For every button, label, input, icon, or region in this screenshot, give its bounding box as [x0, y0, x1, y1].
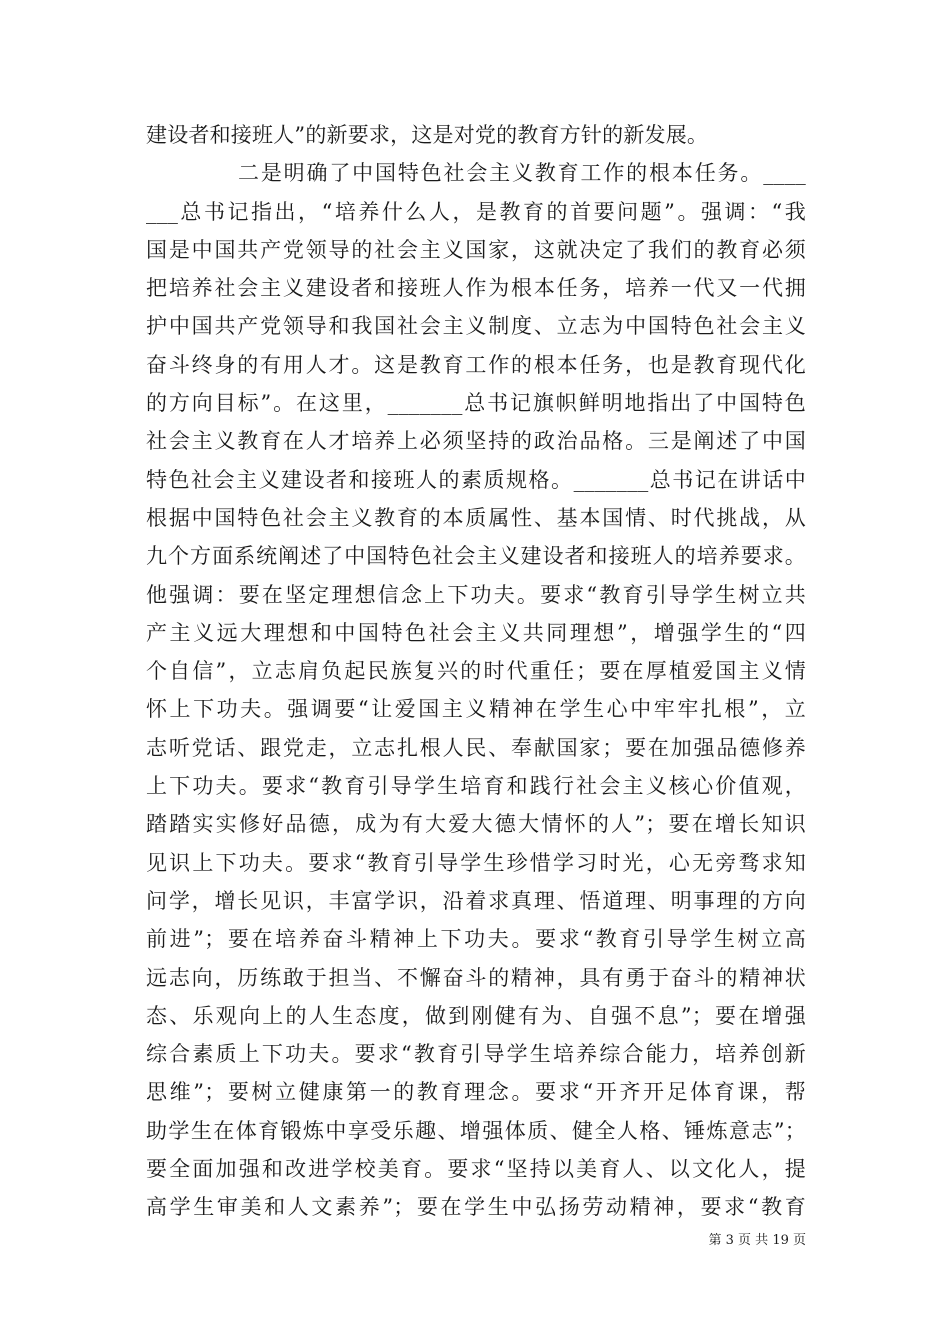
text-line: 护中国共产党领导和我国社会主义制度、立志为中国特色社会主义 — [146, 314, 806, 339]
text-line: 问学，增长见识，丰富学识，沿着求真理、悟道理、明事理的方向 — [146, 888, 806, 913]
body-text — [146, 116, 806, 1227]
text-line: 高学生审美和人文素养”；要在学生中弘扬劳动精神，要求“教育 — [146, 1195, 806, 1220]
text-line: 九个方面系统阐述了中国特色社会主义建设者和接班人的培养要求。 — [146, 544, 806, 569]
text-line: 上下功夫。要求“教育引导学生培育和践行社会主义核心价值观， — [146, 774, 806, 799]
text-line: 思维”；要树立健康第一的教育理念。要求“开齐开足体育课，帮 — [146, 1080, 806, 1105]
text-line: 综合素质上下功夫。要求“教育引导学生培养综合能力，培养创新 — [146, 1042, 806, 1067]
text-line: 助学生在体育锻炼中享受乐趣、增强体质、健全人格、锤炼意志”； — [146, 1118, 806, 1143]
text-line: 远志向，历练敢于担当、不懈奋斗的精神，具有勇于奋斗的精神状 — [146, 965, 806, 990]
text-line: ___总书记指出，“培养什么人，是教育的首要问题”。强调：“我 — [146, 199, 806, 224]
text-line: 二是明确了中国特色社会主义教育工作的根本任务。____ — [238, 161, 806, 186]
text-line: 根据中国特色社会主义教育的本质属性、基本国情、时代挑战，从 — [146, 505, 806, 530]
text-line: 建设者和接班人”的新要求，这是对党的教育方针的新发展。 — [146, 123, 709, 147]
text-line: 志听党话、跟党走，立志扎根人民、奉献国家；要在加强品德修养 — [146, 735, 806, 760]
text-line: 产主义远大理想和中国特色社会主义共同理想”，增强学生的“四 — [146, 620, 806, 645]
page-number-footer: 第 3 页 共 19 页 — [708, 1233, 806, 1248]
text-line: 见识上下功夫。要求“教育引导学生珍惜学习时光，心无旁骛求知 — [146, 850, 806, 875]
text-line: 国是中国共产党领导的社会主义国家，这就决定了我们的教育必须 — [146, 237, 806, 262]
text-line: 特色社会主义建设者和接班人的素质规格。_______总书记在讲话中 — [146, 467, 806, 492]
text-line: 踏踏实实修好品德，成为有大爱大德大情怀的人”；要在增长知识 — [146, 812, 806, 837]
text-line: 社会主义教育在人才培养上必须坚持的政治品格。三是阐述了中国 — [146, 429, 806, 454]
text-line: 个自信”，立志肩负起民族复兴的时代重任；要在厚植爱国主义情 — [146, 659, 806, 684]
text-line: 怀上下功夫。强调要“让爱国主义精神在学生心中牢牢扎根”，立 — [146, 697, 806, 722]
text-line: 要全面加强和改进学校美育。要求“坚持以美育人、以文化人，提 — [146, 1157, 806, 1182]
text-line: 把培养社会主义建设者和接班人作为根本任务，培养一代又一代拥 — [146, 276, 806, 301]
text-line: 的方向目标”。在这里，_______总书记旗帜鲜明地指出了中国特色 — [146, 391, 806, 416]
text-line: 态、乐观向上的人生态度，做到刚健有为、自强不息”；要在增强 — [146, 1003, 806, 1028]
text-line: 奋斗终身的有用人才。这是教育工作的根本任务，也是教育现代化 — [146, 352, 806, 377]
text-line: 他强调：要在坚定理想信念上下功夫。要求“教育引导学生树立共 — [146, 582, 806, 607]
text-line: 前进”；要在培养奋斗精神上下功夫。要求“教育引导学生树立高 — [146, 927, 806, 952]
